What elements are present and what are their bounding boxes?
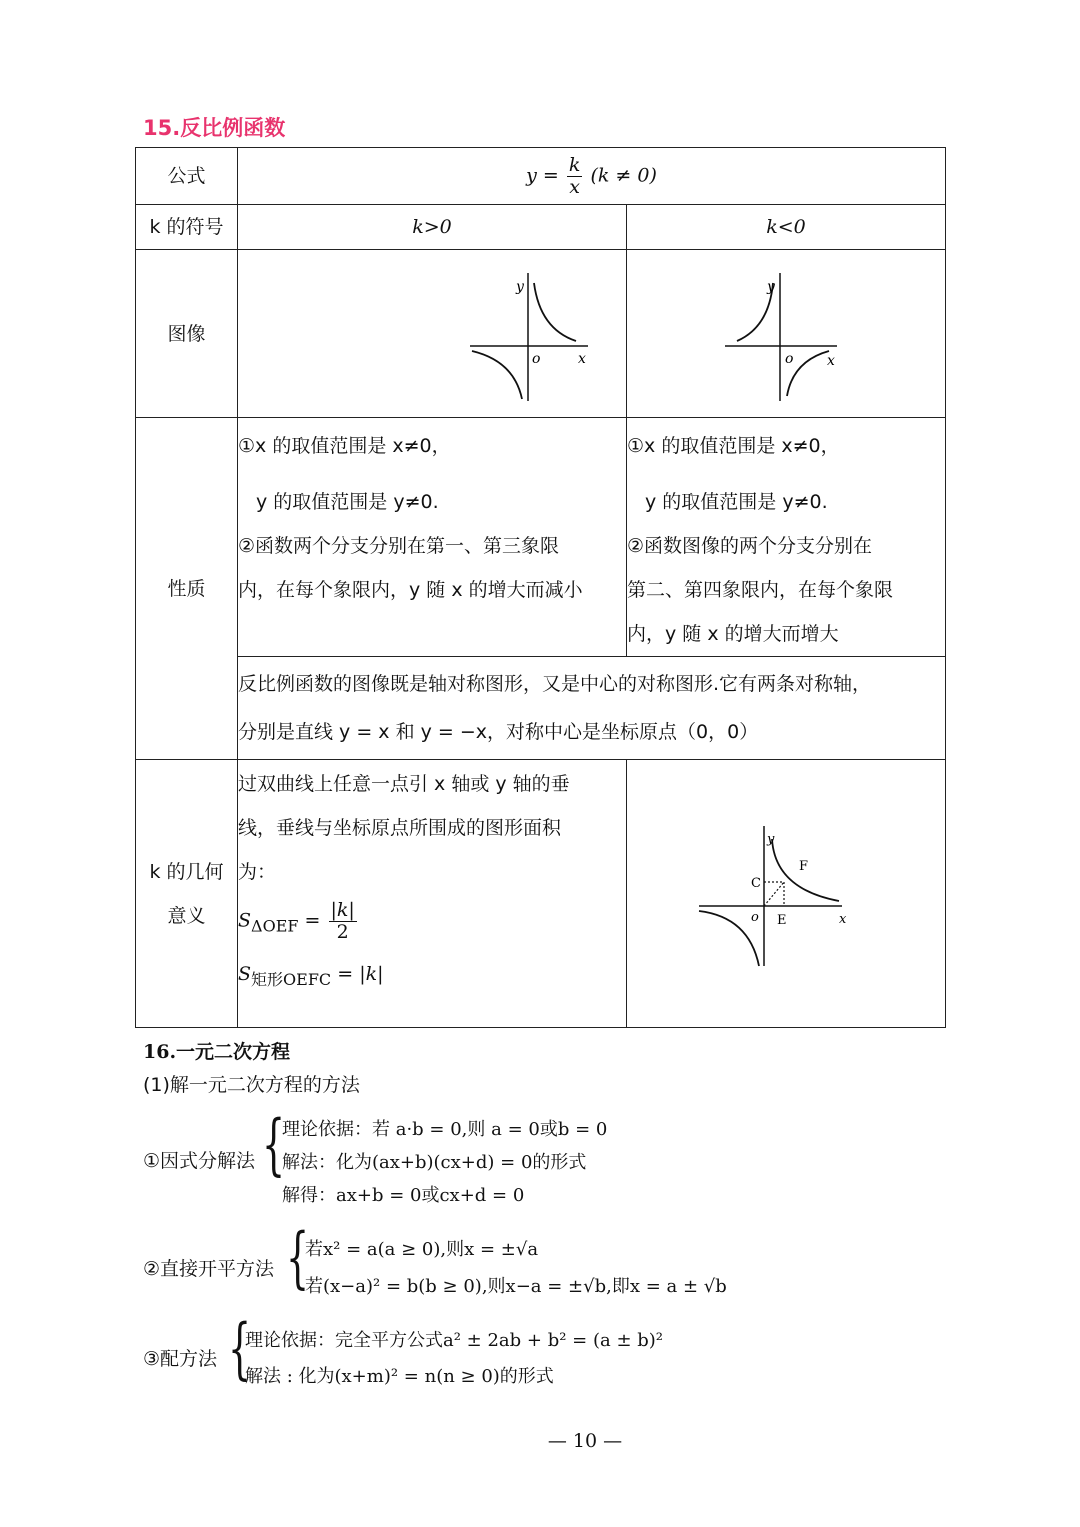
formula-s: S <box>238 963 252 985</box>
table-row <box>136 418 946 657</box>
graph-k-positive <box>238 251 627 417</box>
area-triangle-formula <box>238 900 626 943</box>
formula-num: k <box>568 153 581 176</box>
branch-q1 <box>534 283 576 341</box>
branch-q3 <box>472 351 522 399</box>
geo-line: 过双曲线上任意一点引 x 轴或 y 轴的垂 <box>238 773 570 795</box>
prop-negative <box>627 418 946 657</box>
y-label: y <box>516 278 524 295</box>
method-1-line: 解得：ax+b = 0或cx+d = 0 <box>282 1185 525 1206</box>
formula-label: 公式 <box>136 148 238 205</box>
table-row <box>136 148 946 205</box>
prop-line: 分别是直线 y = x 和 y = −x，对称中心是坐标原点（0，0） <box>238 721 759 743</box>
formula-lhs: y = <box>526 164 559 186</box>
method-3-line: 解法 : 化为(x+m)² = n(n ≥ 0)的形式 <box>245 1366 554 1387</box>
formula-cond: (k ≠ 0) <box>590 164 657 186</box>
prop-line: 内，y 随 x 的增大而增大 <box>627 623 839 645</box>
prop-line: ②函数两个分支分别在第一、第三象限 <box>238 535 560 557</box>
brace-3: { <box>228 1310 252 1387</box>
method-1-line: 解法：化为(ax+b)(cx+d) = 0的形式 <box>282 1152 587 1173</box>
formula-sub: 矩形OEFC <box>251 969 332 989</box>
inverse-function-table <box>135 147 946 1028</box>
table-row <box>136 760 946 1028</box>
point-e-label: E <box>777 912 787 928</box>
method-2-line: 若x² = a(a ≥ 0),则x = ±√a <box>305 1239 539 1260</box>
graph-negative-cell <box>627 250 946 418</box>
prop-line: ②函数图像的两个分支分别在 <box>627 535 873 557</box>
prop-line: ①x 的取值范围是 x≠0， <box>238 435 451 457</box>
x-label: x <box>578 350 586 367</box>
page-number: — 10 — <box>547 1430 623 1452</box>
section-15-title: 15.反比例函数 <box>143 116 286 140</box>
sign-positive: k>0 <box>238 205 627 250</box>
prop-positive <box>238 418 627 657</box>
formula-eq: = |k| <box>337 963 384 985</box>
prop-line: ①x 的取值范围是 x≠0， <box>627 435 840 457</box>
method-1-name: ①因式分解法 <box>143 1150 256 1172</box>
formula-fraction <box>329 900 357 943</box>
geo-label-line: 意义 <box>167 904 206 927</box>
prop-line: 反比例函数的图像既是轴对称图形，又是中心的对称图形.它有两条对称轴， <box>238 673 872 695</box>
formula-s: S <box>238 909 252 932</box>
brace-1: { <box>262 1106 286 1183</box>
table-row <box>136 205 946 250</box>
formula-num: |k| <box>330 899 355 921</box>
formula-cell <box>238 148 946 205</box>
y-label: y <box>767 831 775 847</box>
point-f-label: F <box>799 858 809 874</box>
method-2-line: 若(x−a)² = b(b ≥ 0),则x−a = ±√b,即x = a ± √b <box>305 1276 727 1297</box>
graph-label: 图像 <box>136 250 238 418</box>
formula-sub: ΔOEF <box>251 916 299 936</box>
geo-text-cell <box>238 760 627 1028</box>
geo-line: 为： <box>238 861 277 883</box>
geo-line: 线，垂线与坐标原点所围成的图形面积 <box>238 817 562 839</box>
geo-label-line: k 的几何 <box>149 860 224 883</box>
graph-k-negative <box>627 251 946 417</box>
sign-label: k 的符号 <box>136 205 238 250</box>
prop-common <box>238 657 946 760</box>
y-label: y <box>767 278 775 295</box>
method-2-name: ②直接开平方法 <box>143 1258 275 1280</box>
prop-line: y 的取值范围是 y≠0. <box>256 491 439 513</box>
formula-fraction <box>567 155 583 198</box>
brace-2: { <box>286 1219 310 1296</box>
formula-den: 2 <box>336 921 349 943</box>
formula-eq: = <box>304 909 321 932</box>
segment-of <box>764 882 784 906</box>
section-16-subtitle: (1)解一元二次方程的方法 <box>143 1074 360 1096</box>
branch-q3 <box>699 911 759 966</box>
origin-label: o <box>751 909 759 925</box>
table-row <box>136 657 946 760</box>
method-3-name: ③配方法 <box>143 1348 218 1370</box>
method-3-line: 理论依据：完全平方公式a² ± 2ab + b² = (a ± b)² <box>245 1330 664 1351</box>
sign-negative: k<0 <box>627 205 946 250</box>
origin-label: o <box>532 350 541 367</box>
graph-geometric-meaning <box>627 761 946 1027</box>
geo-graph-cell <box>627 760 946 1028</box>
prop-line: 内，在每个象限内，y 随 x 的增大而减小 <box>238 579 583 601</box>
x-label: x <box>827 352 835 369</box>
geo-label <box>136 760 238 1028</box>
prop-line: 第二、第四象限内，在每个象限 <box>627 579 894 601</box>
prop-label: 性质 <box>136 418 238 760</box>
area-rect-formula <box>238 965 626 988</box>
formula-den: x <box>569 175 580 198</box>
section-16-title: 16.一元二次方程 <box>143 1041 291 1063</box>
origin-label: o <box>785 350 794 367</box>
x-label: x <box>839 911 847 927</box>
point-c-label: C <box>751 875 761 891</box>
graph-positive-cell <box>238 250 627 418</box>
prop-line: y 的取值范围是 y≠0. <box>645 491 828 513</box>
method-1-line: 理论依据：若 a·b = 0,则 a = 0或b = 0 <box>282 1119 608 1140</box>
table-row <box>136 250 946 418</box>
